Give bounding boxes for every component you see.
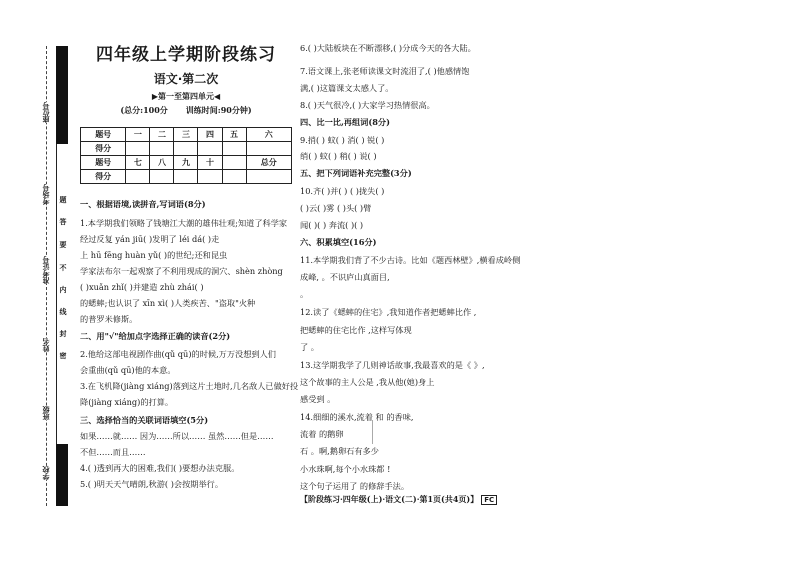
question-line[interactable]: 降(jiàng xiáng)的打算。 bbox=[80, 397, 174, 407]
score-cell bbox=[222, 156, 246, 170]
score-cell: 题号 bbox=[81, 128, 126, 142]
name-label: 姓名 bbox=[42, 338, 54, 352]
question-line[interactable]: 13.这学期我学了几则神话故事,我最喜欢的是《 》, bbox=[300, 360, 485, 370]
section-heading: 六、积累填空(16分) bbox=[300, 237, 377, 247]
question-line[interactable]: 6.( )大陆板块在不断漂移,( )分成今天的各大陆。 bbox=[300, 43, 476, 53]
question-line[interactable]: 1.本学期我们领略了钱塘江大潮的雄伟壮观;知道了科学家 bbox=[80, 218, 288, 228]
score-input-cell[interactable] bbox=[150, 170, 174, 184]
score-table-row bbox=[81, 142, 292, 156]
question-line[interactable]: 5.( )明天天气晴朗,秋游( )会按期举行。 bbox=[80, 479, 224, 489]
score-input-cell[interactable] bbox=[198, 142, 222, 156]
score-cell: 十 bbox=[198, 156, 222, 170]
score-cell: 四 bbox=[198, 128, 222, 142]
question-line[interactable]: ( )云( )雾 ( )头( )臂 bbox=[300, 203, 372, 213]
seal-word: 答 bbox=[57, 218, 69, 225]
score-cell: 二 bbox=[150, 128, 174, 142]
score-cell: 得分 bbox=[81, 142, 126, 156]
score-table-row bbox=[81, 170, 292, 184]
seal-word: 密 bbox=[57, 352, 69, 359]
conjunction-options: 不但……而且…… bbox=[80, 447, 146, 457]
score-input-cell[interactable] bbox=[174, 142, 198, 156]
score-table-row bbox=[81, 156, 292, 170]
seal-black-bar-top bbox=[56, 46, 68, 144]
exam-room-label: 考场号 bbox=[42, 184, 54, 205]
seat-label: 座位号 bbox=[42, 102, 54, 123]
section-heading: 三、选择恰当的关联词语填空(5分) bbox=[80, 415, 209, 425]
score-cell: 五 bbox=[222, 128, 246, 142]
section-heading: 二、用"√"给加点字选择正确的读音(2分) bbox=[80, 331, 231, 341]
question-line[interactable]: 2.他给这部电视剧作曲(qǔ qū)的时候,万万没想到人们 bbox=[80, 349, 276, 359]
question-line[interactable]: 3.在飞机降(jiàng xiáng)落到这片土地时,几名敌人已做好投 bbox=[80, 381, 299, 391]
question-line[interactable]: 这个句子运用了 的修辞手法。 bbox=[300, 481, 410, 491]
question-line[interactable]: 经过反复 yán jiū( )发明了 léi dá( )走 bbox=[80, 234, 220, 244]
score-input-cell[interactable] bbox=[222, 170, 246, 184]
score-table bbox=[80, 127, 292, 184]
class-label: 班级 bbox=[42, 406, 54, 420]
conjunction-options: 如果……就…… 因为……所以…… 虽然……但是…… bbox=[80, 431, 274, 441]
section-heading: 五、把下列词语补充完整(3分) bbox=[300, 168, 412, 178]
question-line: 的普罗米修斯。 bbox=[80, 314, 138, 324]
fold-mark bbox=[372, 420, 373, 444]
question-line[interactable]: 11.本学期我们背了不少古诗。比如《题西林壁》,横看成岭侧 bbox=[300, 255, 521, 265]
score-cell: 总分 bbox=[246, 156, 291, 170]
binding-strip bbox=[42, 46, 70, 506]
question-line[interactable]: 学家法布尔一起观察了不利用现成的洞穴、shèn zhòng bbox=[80, 266, 283, 276]
question-line[interactable]: 成峰, 。不识庐山真面目, bbox=[300, 272, 390, 282]
total-score-text: (总分:100分 bbox=[120, 105, 168, 115]
score-input-cell[interactable] bbox=[126, 142, 150, 156]
score-input-cell[interactable] bbox=[150, 142, 174, 156]
question-line[interactable]: 10.齐( )并( ) ( )拢失( ) bbox=[300, 186, 385, 196]
seal-word: 要 bbox=[57, 241, 69, 248]
score-table-row bbox=[81, 128, 292, 142]
score-cell: 八 bbox=[150, 156, 174, 170]
question-line[interactable]: 9.捎( ) 蚊( ) 消( ) 锐( ) bbox=[300, 135, 385, 145]
seal-word: 封 bbox=[57, 330, 69, 337]
question-line[interactable]: 绡( ) 蚊( ) 稍( ) 说( ) bbox=[300, 151, 377, 161]
seal-word: 线 bbox=[57, 308, 69, 315]
school-label: 学校 bbox=[42, 466, 54, 480]
question-line[interactable]: 会重曲(qǔ qū)他的本意。 bbox=[80, 365, 176, 375]
score-input-cell[interactable] bbox=[246, 142, 291, 156]
question-line[interactable]: ( )xuǎn zhǐ( )并建造 zhù zhái( ) bbox=[80, 282, 204, 292]
seal-word: 内 bbox=[57, 286, 69, 293]
question-line[interactable]: 8.( )天气很冷,( )大家学习热情很高。 bbox=[300, 100, 435, 110]
section-heading: 一、根据语境,读拼音,写词语(8分) bbox=[80, 199, 206, 209]
score-input-cell[interactable] bbox=[126, 170, 150, 184]
score-cell: 三 bbox=[174, 128, 198, 142]
seal-word: 题 bbox=[57, 196, 69, 203]
fc-badge: FC bbox=[481, 495, 497, 505]
question-line[interactable]: 小水珠啊,每个小水珠都 ! bbox=[300, 464, 391, 474]
exam-title: 四年级上学期阶段练习 bbox=[96, 45, 276, 65]
score-input-cell[interactable] bbox=[174, 170, 198, 184]
seal-black-bar-bottom bbox=[56, 444, 68, 506]
score-cell: 六 bbox=[246, 128, 291, 142]
score-input-cell[interactable] bbox=[198, 170, 222, 184]
exam-subtitle: 语文·第二次 bbox=[153, 72, 219, 86]
question-line[interactable]: 这个故事的主人公是 ,我从他(她)身上 bbox=[300, 377, 435, 387]
footer-text: 【阶段练习·四年级(上)·语文(二)·第1页(共4页)】 bbox=[300, 494, 479, 504]
question-line[interactable]: 7.语文课上,张老师读课文时流泪了,( )他感情饱 bbox=[300, 66, 470, 76]
page-footer bbox=[300, 495, 497, 505]
exam-meta bbox=[80, 106, 292, 115]
question-line[interactable]: 。 bbox=[300, 289, 309, 299]
question-line[interactable]: 上 hū fēng huàn yǔ( )的世纪;还和昆虫 bbox=[80, 250, 228, 260]
question-line[interactable]: 4.( )透到再大的困难,我们( )要想办法克服。 bbox=[80, 463, 240, 473]
score-input-cell[interactable] bbox=[222, 142, 246, 156]
score-cell: 一 bbox=[126, 128, 150, 142]
score-cell: 题号 bbox=[81, 156, 126, 170]
question-line[interactable]: 闻( )( ) 奔流( )( ) bbox=[300, 220, 364, 230]
seal-word: 不 bbox=[57, 264, 69, 271]
question-line[interactable]: 流着 的鹅卵 bbox=[300, 429, 344, 439]
score-input-cell[interactable] bbox=[246, 170, 291, 184]
exam-scope: ▶第一至第四单元◀ bbox=[151, 91, 221, 101]
question-line[interactable]: 把蟋蟀的住宅比作 ,这样写体现 bbox=[300, 325, 412, 335]
duration-text: 训练时间:90分钟) bbox=[185, 105, 252, 115]
question-line[interactable]: 感受到 。 bbox=[300, 394, 336, 404]
question-line[interactable]: 12.读了《蟋蟀的住宅》,我知道作者把蟋蟀比作 , bbox=[300, 307, 477, 317]
score-cell: 九 bbox=[174, 156, 198, 170]
question-line[interactable]: 的蟋蟀;也认识了 xīn xì( )人类疾苦、"盗取"火种 bbox=[80, 298, 256, 308]
question-line[interactable]: 14.细细的溪水,流着 和 的香味, bbox=[300, 412, 414, 422]
score-cell: 得分 bbox=[81, 170, 126, 184]
question-line[interactable]: 石 。啊,鹅卵石有多少 bbox=[300, 446, 379, 456]
exam-no-label: 准考证号 bbox=[42, 256, 54, 284]
question-line[interactable]: 满,( )这篇课文太感人了。 bbox=[300, 83, 394, 93]
score-cell: 七 bbox=[126, 156, 150, 170]
section-heading: 四、比一比,再组词(8分) bbox=[300, 117, 390, 127]
question-line[interactable]: 了 。 bbox=[300, 342, 319, 352]
